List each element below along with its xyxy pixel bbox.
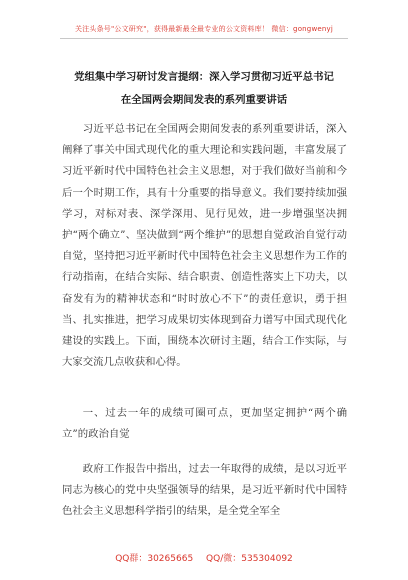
footer-contact xyxy=(0,551,408,564)
title-line-1: 党组集中学习研讨发言提纲：深入学习贯彻习近平总书记 xyxy=(74,71,334,83)
section-paragraph-1: 政府工作报告中指出，过去一年取得的成绩，是以习近平同志为核心的党中央坚强领导的结果，是习近平新时代中国特色社会主义思想科学指引的结果，是全党全军全 xyxy=(62,463,347,518)
footer-qq-group: QQ群：30265665 xyxy=(115,554,194,564)
section-heading-1: 一、过去一年的成绩可圈可点，更加坚定拥护“两个确立”的政治自觉 xyxy=(62,407,347,441)
header-divider xyxy=(60,38,348,39)
intro-paragraph: 习近平总书记在全国两会期间发表的系列重要讲话，深入阐释了事关中国式现代化的重大理论和实践问题，丰富发展了习近平新时代中国特色社会主义思想，对于我们做好当前和今后一个时期工作，具有十分重要的指导意义。我们要持续加强学习，对标对表、深学深用、见行见效，进一步增强坚决拥护“两个确立”、坚决做到“两个维护”的思想自觉政治自觉行动自觉，坚持把习近平新时代中国特色社会主义思想作为工作的行动指南，在结合实际、结合职责、创造性落实上下功夫，以奋发有为的精神状态和“时时放心不下”的责任意识，勇于担当、扎实推进，把学习成果切实体现到奋力谱写中国式现代化建设的实践上。下面，围绕本次研讨主题，结合工作实际，与大家交流几点收获和心得。 xyxy=(62,123,347,369)
footer-qq-wechat: QQ/微：535304092 xyxy=(206,554,293,564)
title-line-2: 在全国两会期间发表的系列重要讲话 xyxy=(120,94,288,106)
header-promo-note: 关注头条号"公文研究"，获得最新最全最专业的公文资料库！ 微信：gongwenyj xyxy=(74,25,334,33)
document-title xyxy=(58,66,350,112)
